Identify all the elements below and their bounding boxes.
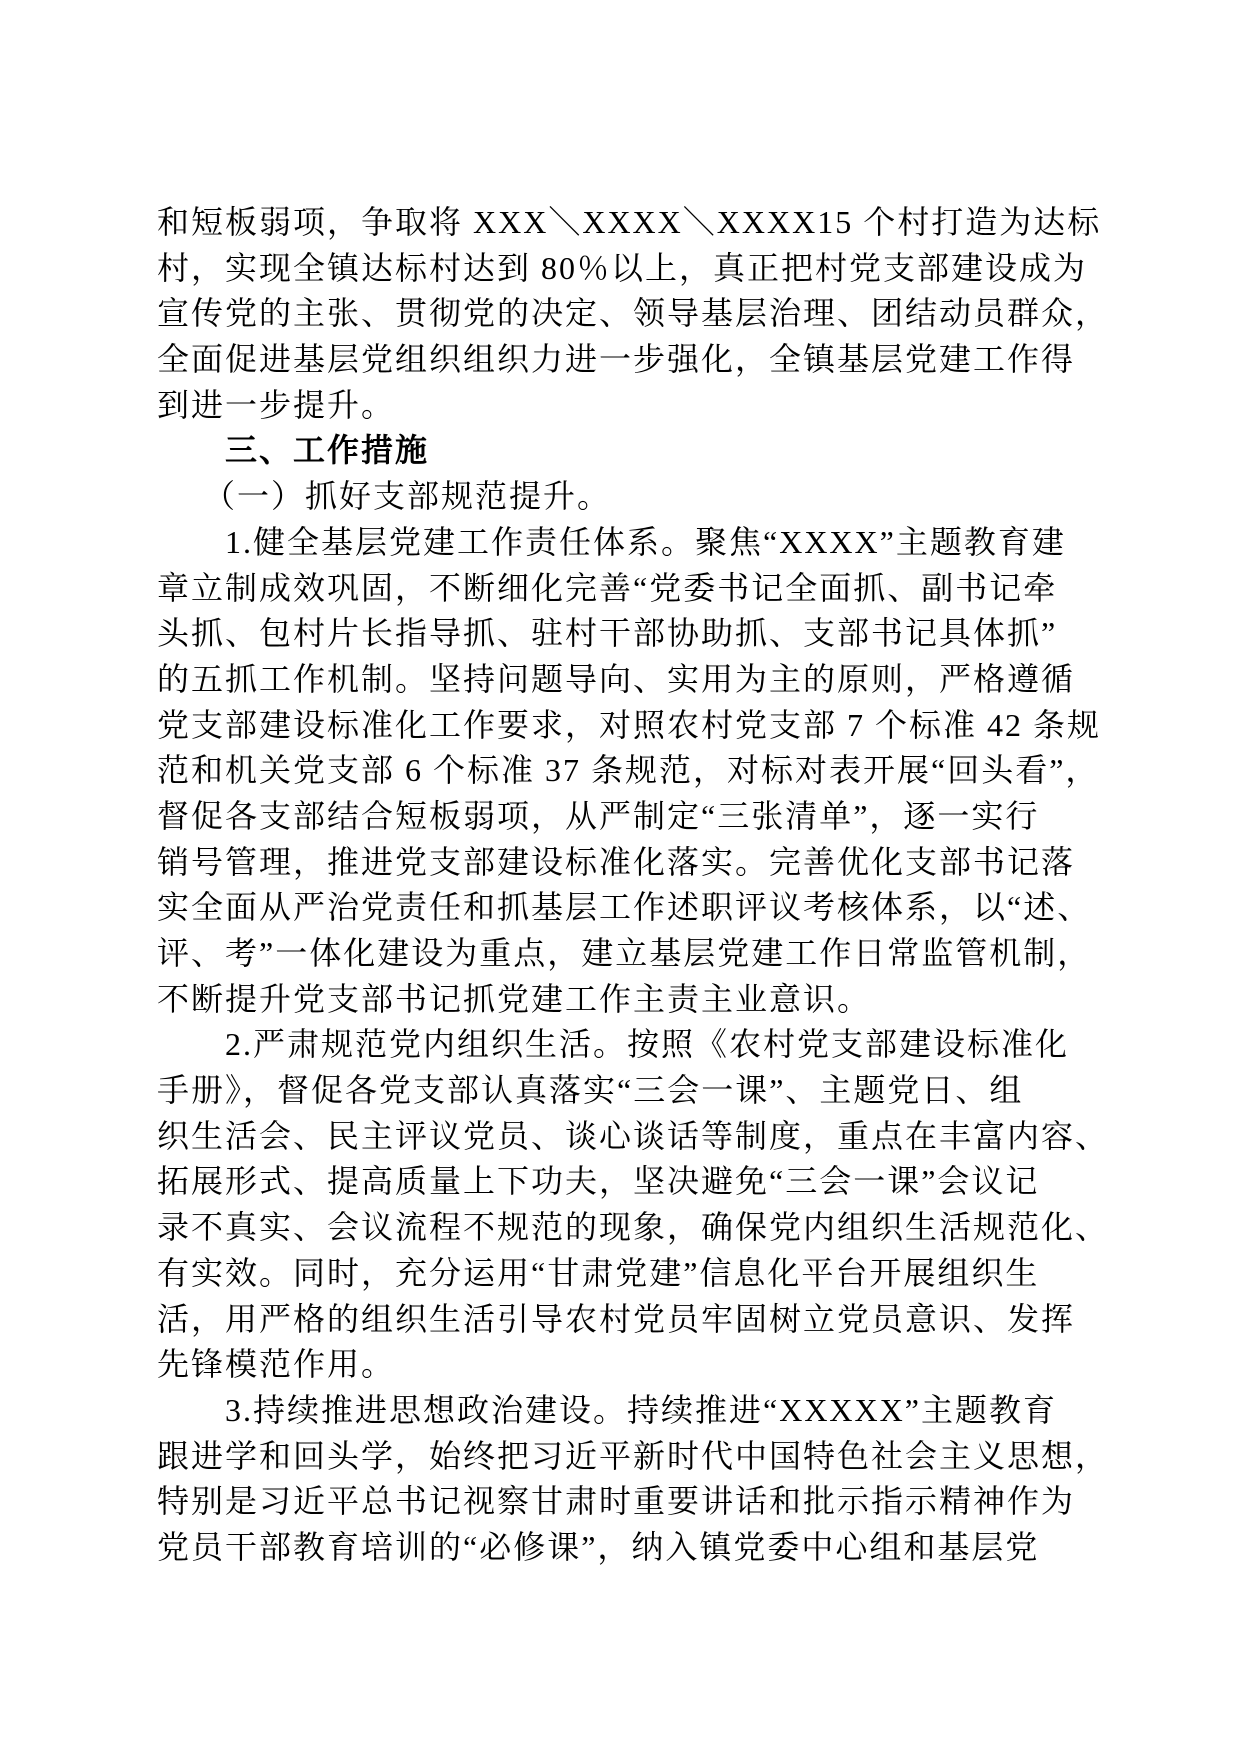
paragraph-line: 1.健全基层党建工作责任体系。聚焦“XXXX”主题教育建 <box>225 523 1066 560</box>
paragraph-line: 村，实现全镇达标村达到 80％以上，真正把村党支部建设成为 <box>157 249 1088 286</box>
paragraph-line: 党支部建设标准化工作要求，对照农村党支部 7 个标准 42 条规 <box>157 706 1102 743</box>
paragraph-line: 先锋模范作用。 <box>157 1346 396 1383</box>
subsection-heading: （一）抓好支部规范提升。 <box>203 478 612 515</box>
paragraph-line: 2.严肃规范党内组织生活。按照《农村党支部建设标准化 <box>225 1026 1070 1063</box>
paragraph-line: 实全面从严治党责任和抓基层工作述职评议考核体系，以“述、 <box>157 889 1092 926</box>
paragraph-line: 织生活会、民主评议党员、谈心谈话等制度，重点在丰富内容、 <box>157 1117 1110 1154</box>
measure-item-3 <box>157 1388 1117 1571</box>
paragraph-line: 党员干部教育培训的“必修课”，纳入镇党委中心组和基层党 <box>157 1528 1040 1565</box>
paragraph-line: 到进一步提升。 <box>157 386 396 423</box>
paragraph-line: 特别是习近平总书记视察甘肃时重要讲话和批示指示精神作为 <box>157 1483 1076 1520</box>
document-body <box>157 200 1117 1571</box>
paragraph-line: 章立制成效巩固，不断细化完善“党委书记全面抓、副书记牵 <box>157 569 1058 606</box>
continued-paragraph <box>157 200 1117 428</box>
paragraph-line: 和短板弱项，争取将 XXX＼XXXX＼XXXX15 个村打造为达标 <box>157 204 1102 240</box>
paragraph-line: 范和机关党支部 6 个标准 37 条规范，对标对表开展“回头看”， <box>157 752 1100 789</box>
paragraph-line: 头抓、包村片长指导抓、驻村干部协助抓、支部书记具体抓” <box>157 615 1058 652</box>
section-heading: 三、工作措施 <box>225 432 430 469</box>
paragraph-line: 拓展形式、提高质量上下功夫，坚决避免“三会一课”会议记 <box>157 1163 1040 1200</box>
paragraph-line: 的五抓工作机制。坚持问题导向、实用为主的原则，严格遵循 <box>157 660 1076 697</box>
paragraph-line: 评、考”一体化建设为重点，建立基层党建工作日常监管机制， <box>157 935 1092 971</box>
paragraph-line: 手册》，督促各党支部认真落实“三会一课”、主题党日、组 <box>157 1072 1024 1109</box>
paragraph-line: 活，用严格的组织生活引导农村党员牢固树立党员意识、发挥 <box>157 1300 1076 1337</box>
paragraph-line: 录不真实、会议流程不规范的现象，确保党内组织生活规范化、 <box>157 1209 1110 1246</box>
paragraph-line: 销号管理，推进党支部建设标准化落实。完善优化支部书记落 <box>157 843 1076 880</box>
paragraph-line: 跟进学和回头学，始终把习近平新时代中国特色社会主义思想， <box>157 1437 1110 1474</box>
measure-item-1 <box>157 520 1117 1023</box>
paragraph-line: 有实效。同时，充分运用“甘肃党建”信息化平台开展组织生 <box>157 1254 1040 1291</box>
paragraph-line: 3.持续推进思想政治建设。持续推进“XXXXX”主题教育 <box>225 1391 1057 1428</box>
paragraph-line: 不断提升党支部书记抓党建工作主责主业意识。 <box>157 980 872 1017</box>
paragraph-line: 宣传党的主张、贯彻党的决定、领导基层治理、团结动员群众， <box>157 295 1110 332</box>
measure-item-2 <box>157 1022 1117 1388</box>
paragraph-line: 督促各支部结合短板弱项，从严制定“三张清单”，逐一实行 <box>157 797 1040 834</box>
paragraph-line: 全面促进基层党组织组织力进一步强化，全镇基层党建工作得 <box>157 341 1076 378</box>
